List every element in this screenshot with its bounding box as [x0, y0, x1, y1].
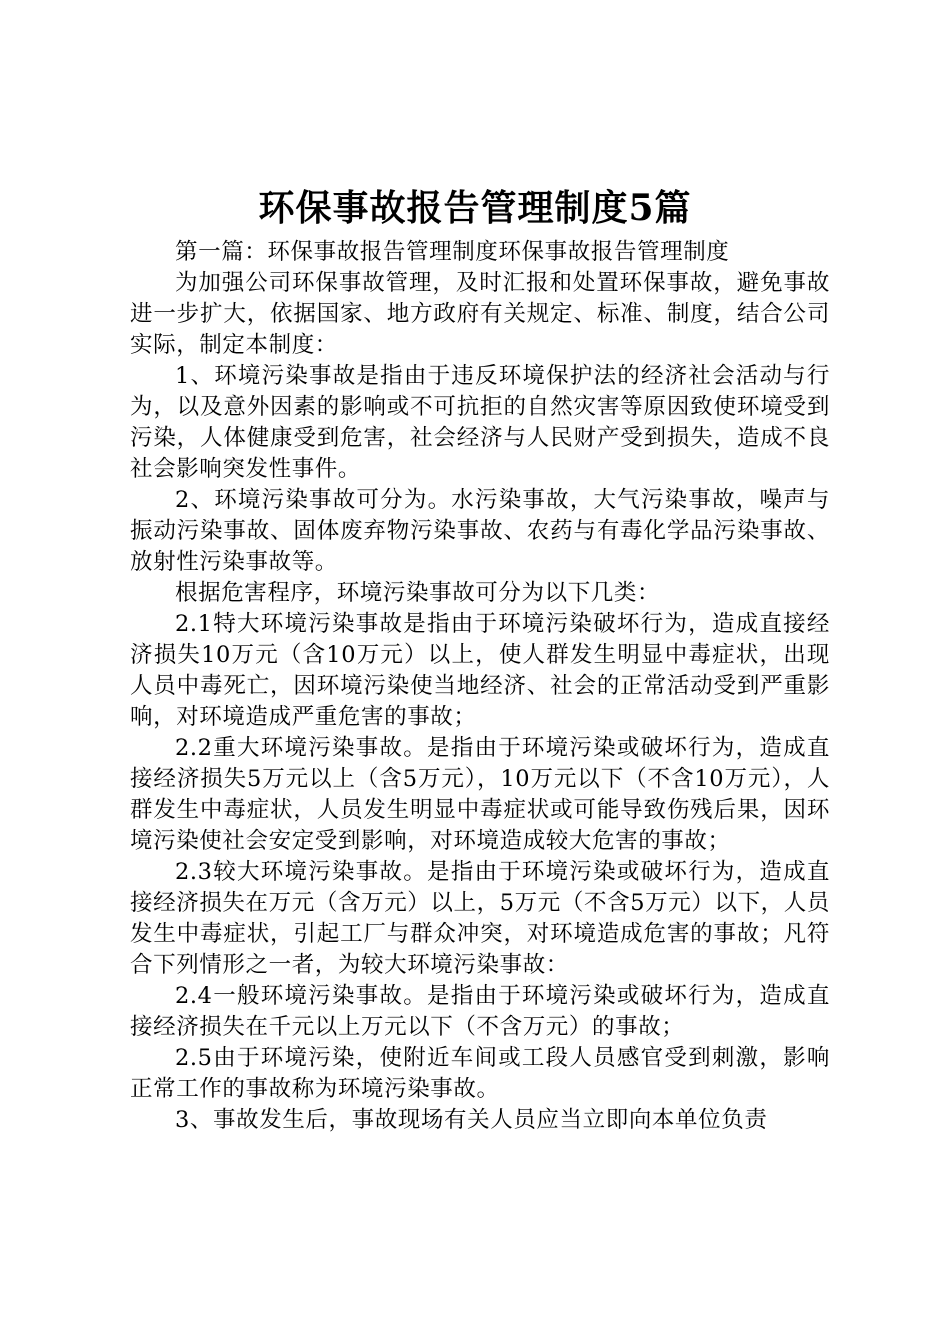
- paragraph-item-2-3: 2.3较大环境污染事故。是指由于环境污染或破坏行为，造成直接经济损失在万元（含万元）以上，5万元（不含5万元）以下，人员发生中毒症状，引起工厂与群众冲突，对环境造成危害的事故；凡符合下列情形之一者，为较大环境污染事故：: [130, 859, 830, 978]
- paragraph-chapter-heading: 第一篇：环保事故报告管理制度环保事故报告管理制度: [175, 239, 730, 265]
- document-title: 环保事故报告管理制度5篇: [258, 187, 692, 229]
- paragraph-item-2-4: 2.4一般环境污染事故。是指由于环境污染或破坏行为，造成直接经济损失在千元以上万元以下（不含万元）的事故；: [130, 983, 830, 1040]
- paragraph-item-3: 3、事故发生后，事故现场有关人员应当立即向本单位负责: [175, 1107, 768, 1133]
- paragraph-intro: 为加强公司环保事故管理，及时汇报和处置环保事故，避免事故进一步扩大，依据国家、地方政府有关规定、标准、制度，结合公司实际，制定本制度：: [130, 270, 830, 358]
- paragraph-item-2: 2、环境污染事故可分为。水污染事故，大气污染事故，噪声与振动污染事故、固体废弃物污染事故、农药与有毒化学品污染事故、放射性污染事故等。: [130, 487, 830, 575]
- paragraph-classification: 根据危害程序，环境污染事故可分为以下几类：: [175, 580, 661, 606]
- paragraph-item-1: 1、环境污染事故是指由于违反环境保护法的经济社会活动与行为，以及意外因素的影响或不可抗拒的自然灾害等原因致使环境受到污染，人体健康受到危害，社会经济与人民财产受到损失，造成不良社会影响突发性事件。: [130, 363, 830, 482]
- document-body: [130, 237, 830, 1136]
- paragraph-item-2-2: 2.2重大环境污染事故。是指由于环境污染或破坏行为，造成直接经济损失5万元以上（含5万元），10万元以下（不含10万元），人群发生中毒症状，人员发生明显中毒症状或可能导致伤残后果，因环境污染使社会安定受到影响，对环境造成较大危害的事故；: [130, 735, 830, 854]
- paragraph-item-2-5: 2.5由于环境污染，使附近车间或工段人员感官受到刺激，影响正常工作的事故称为环境污染事故。: [130, 1045, 830, 1102]
- paragraph-item-2-1: 2.1特大环境污染事故是指由于环境污染破坏行为，造成直接经济损失10万元（含10万元）以上，使人群发生明显中毒症状，出现人员中毒死亡，因环境污染使当地经济、社会的正常活动受到严重影响，对环境造成严重危害的事故；: [130, 611, 830, 730]
